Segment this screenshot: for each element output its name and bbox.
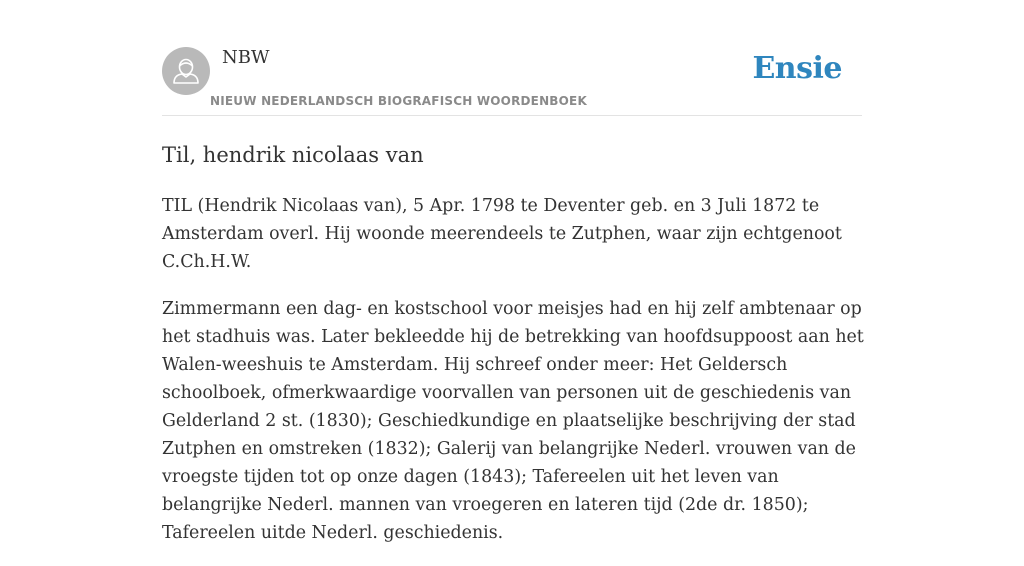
- source-name-link[interactable]: NBW: [222, 47, 270, 68]
- source-avatar[interactable]: [162, 47, 210, 95]
- user-silhouette-icon: [162, 47, 210, 95]
- article-title: Til, hendrik nicolaas van: [162, 143, 424, 167]
- source-full-name-link[interactable]: NIEUW NEDERLANDSCH BIOGRAFISCH WOORDENBOEK: [210, 94, 587, 108]
- article-paragraph: Zimmermann een dag- en kostschool voor meisjes had en hij zelf ambtenaar op het stadhuis was. Later bekleedde hij de betrekking van hoofdsuppoost aan het Walen-weeshuis te Amsterdam. Hij schreef onder meer: Het Geldersch schoolboek, ofmerkwaardige voorvallen van personen uit de geschiedenis van Gelderland 2 st. (1830); Geschiedkundige en plaatselijke beschrijving der stad Zutphen en omstreken (1832); Galerij van belangrijke Nederl. vrouwen van de vroegste tijden tot op onze dagen (1843); Tafereelen uit het leven van belangrijke Nederl. mannen van vroegeren en lateren tijd (2de dr. 1850); Tafereelen uitde Nederl. geschiedenis.: [162, 299, 864, 543]
- article-paragraph: TIL (Hendrik Nicolaas van), 5 Apr. 1798 te Deventer geb. en 3 Juli 1872 te Amsterdam overl. Hij woonde meerendeels te Zutphen, waar zijn echtgenoot C.Ch.H.W.: [162, 196, 842, 272]
- article-body: [162, 192, 867, 566]
- ensie-logo-link[interactable]: Ensie: [752, 51, 842, 86]
- source-header: [162, 0, 862, 116]
- content-column: [162, 0, 864, 543]
